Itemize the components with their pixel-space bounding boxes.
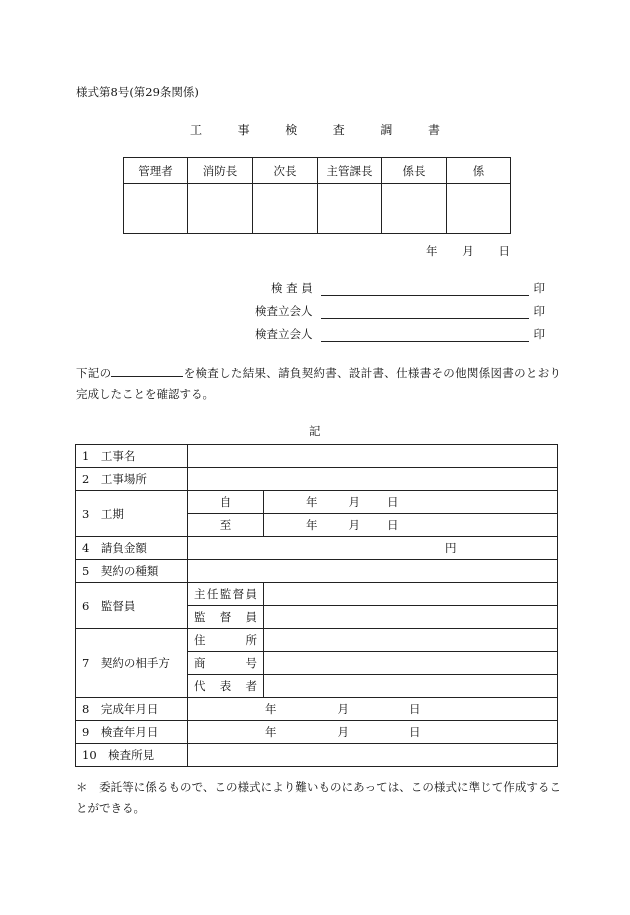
- value-completion-date[interactable]: [188, 698, 558, 721]
- title-char: 書: [427, 123, 440, 137]
- title-char: 調: [380, 123, 393, 137]
- ymd-day: 日: [387, 495, 399, 509]
- row-label-work-location: 2 工事場所: [76, 468, 188, 491]
- date-day: 日: [498, 244, 510, 258]
- approval-header: 主管課長: [318, 158, 382, 184]
- intro-after: を検査した結果、請負契約書、設計書、仕様書その他関係図書のとおり完成したことを確認する。: [76, 366, 562, 401]
- value-inspection-date[interactable]: [188, 721, 558, 744]
- signature-label: 検 査 員: [271, 281, 313, 295]
- row-label-completion-date: 8 完成年月日: [76, 698, 188, 721]
- period-to-label: 至: [188, 514, 264, 537]
- seal-mark: 印: [533, 281, 545, 295]
- ymd-month: 月: [348, 518, 360, 532]
- date-month: 月: [462, 244, 474, 258]
- approval-stamp-table: [123, 157, 511, 234]
- row-label-contract-amount: 4 請負金額: [76, 537, 188, 560]
- row-label-inspection-date: 9 検査年月日: [76, 721, 188, 744]
- approval-header: 係: [447, 158, 511, 184]
- signature-witness-2[interactable]: [255, 326, 545, 342]
- value-contract-amount[interactable]: [188, 537, 558, 560]
- signature-line[interactable]: [321, 283, 529, 296]
- ymd-day: 日: [409, 702, 421, 716]
- confirmation-text: [76, 363, 561, 405]
- value-work-location[interactable]: [188, 468, 558, 491]
- ymd-day: 日: [387, 518, 399, 532]
- seal-mark: 印: [533, 304, 545, 318]
- value-address[interactable]: [264, 629, 558, 652]
- stamp-box[interactable]: [382, 184, 447, 234]
- row-label-supervisor: 6 監督員: [76, 583, 188, 629]
- title-char: 事: [237, 123, 250, 137]
- period-from-label: 自: [188, 491, 264, 514]
- issue-date[interactable]: [426, 243, 510, 259]
- intro-before: 下記の: [76, 366, 112, 380]
- period-to-date[interactable]: [264, 514, 558, 537]
- value-supervisor[interactable]: [264, 606, 558, 629]
- approval-header: 係長: [382, 158, 447, 184]
- yen-unit: 円: [445, 541, 457, 555]
- row-label-work-name: 1 工事名: [76, 445, 188, 468]
- detail-table: [75, 444, 558, 767]
- row-label-contractor: 7 契約の相手方: [76, 629, 188, 698]
- row-label-contract-type: 5 契約の種類: [76, 560, 188, 583]
- signature-label: 検査立会人: [255, 327, 313, 341]
- value-inspection-findings[interactable]: [188, 744, 558, 767]
- ymd-month: 月: [337, 725, 349, 739]
- stamp-box[interactable]: [124, 184, 188, 234]
- title-char: 査: [332, 123, 345, 137]
- date-year: 年: [426, 244, 438, 258]
- row-label-inspection-findings: 10 検査所見: [76, 744, 188, 767]
- document-title: [190, 121, 440, 138]
- value-trade-name[interactable]: [264, 652, 558, 675]
- value-contract-type[interactable]: [188, 560, 558, 583]
- stamp-box[interactable]: [447, 184, 511, 234]
- approval-header: 消防長: [188, 158, 253, 184]
- footnote: ＊ 委託等に係るもので、この様式により難いものにあっては、この様式に準じて作成することができる。: [76, 780, 561, 815]
- work-name-blank[interactable]: [111, 365, 183, 377]
- seal-mark: 印: [533, 327, 545, 341]
- ymd-day: 日: [409, 725, 421, 739]
- title-char: 工: [190, 123, 203, 137]
- sub-label-representative: 代 表 者: [188, 675, 264, 698]
- approval-header: 次長: [253, 158, 318, 184]
- ymd-year: 年: [306, 495, 318, 509]
- ymd-month: 月: [337, 702, 349, 716]
- signature-line[interactable]: [321, 329, 529, 342]
- stamp-box[interactable]: [318, 184, 382, 234]
- sub-label-supervisor: 監 督 員: [188, 606, 264, 629]
- approval-header: 管理者: [124, 158, 188, 184]
- stamp-box[interactable]: [253, 184, 318, 234]
- ki-heading: 記: [309, 424, 321, 438]
- form-number: 様式第8号(第29条関係): [76, 85, 199, 99]
- row-label-work-period: 3 工期: [76, 491, 188, 537]
- period-from-date[interactable]: [264, 491, 558, 514]
- value-chief-supervisor[interactable]: [264, 583, 558, 606]
- signature-label: 検査立会人: [255, 304, 313, 318]
- sub-label-trade-name: 商 号: [188, 652, 264, 675]
- ymd-year: 年: [265, 702, 277, 716]
- signature-line[interactable]: [321, 306, 529, 319]
- value-representative[interactable]: [264, 675, 558, 698]
- stamp-box[interactable]: [188, 184, 253, 234]
- ymd-month: 月: [348, 495, 360, 509]
- signature-inspector[interactable]: [255, 280, 545, 296]
- sub-label-chief-supervisor: 主 任 監 督 員: [188, 583, 264, 606]
- signature-witness-1[interactable]: [255, 303, 545, 319]
- sub-label-address: 住 所: [188, 629, 264, 652]
- ymd-year: 年: [306, 518, 318, 532]
- value-work-name[interactable]: [188, 445, 558, 468]
- ymd-year: 年: [265, 725, 277, 739]
- title-char: 検: [285, 123, 298, 137]
